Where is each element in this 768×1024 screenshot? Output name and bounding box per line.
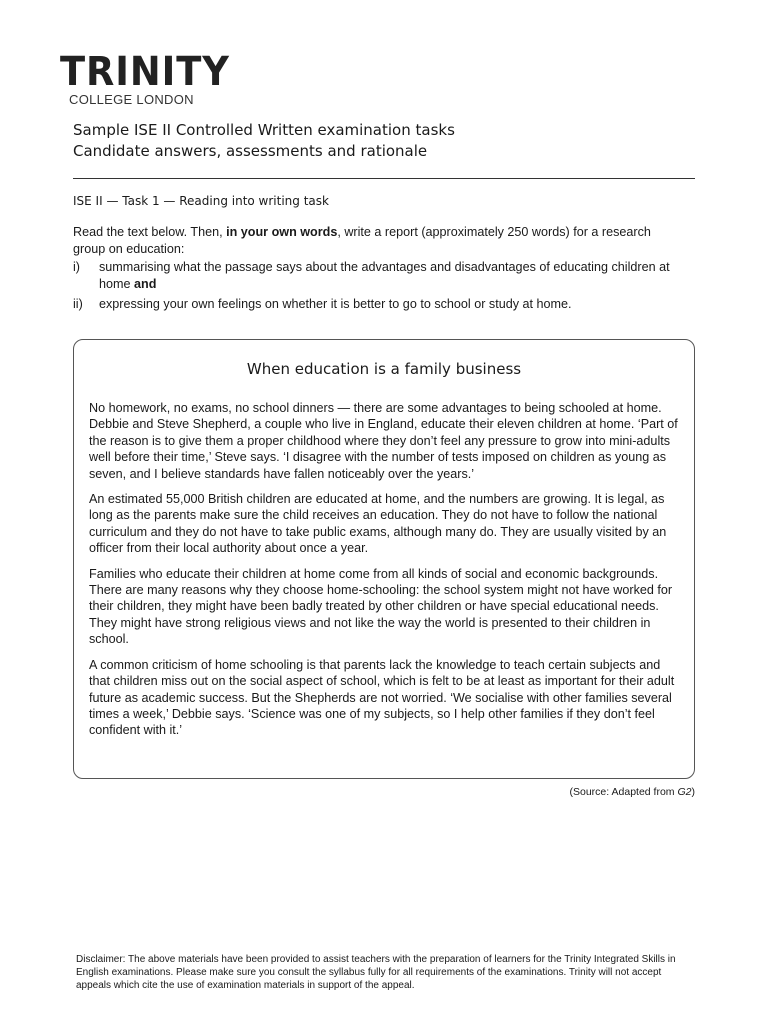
passage-paragraph: No homework, no exams, no school dinners — there are some advantages to being schooled at home. Debbie and Steve Shepherd, a couple who live in England, educate their eleven children at home. ‘Part of the reason is to give them a proper childhood where they don’t feel any pressure to grow into mini-adults well before their time,’ Steve says. ‘I disagree with the number of tests imposed on children as young as seven, and I believe standards have fallen noticeably over the years.’ xyxy=(89,401,678,481)
horizontal-divider xyxy=(73,178,695,179)
source-publication: G2 xyxy=(677,786,692,798)
emphasis-own-words: in your own words xyxy=(226,225,338,239)
instructions-intro: Read the text below. Then, in your own words, write a report (approximately 250 words) for a research group on education: xyxy=(73,225,651,256)
document-title-line-1: Sample ISE II Controlled Written examination tasks xyxy=(73,121,455,139)
document-title-line-2: Candidate answers, assessments and rationale xyxy=(73,142,428,160)
task-heading: ISE II — Task 1 — Reading into writing task xyxy=(73,194,329,208)
logo-wordmark: TRINITY xyxy=(60,49,230,95)
source-citation: (Source: Adapted from G2) xyxy=(569,786,695,798)
logo-subtitle: COLLEGE LONDON xyxy=(69,92,194,107)
passage-body xyxy=(89,400,684,748)
list-item-text: summarising what the passage says about the advantages and disadvantages of educating children at home and xyxy=(99,260,670,291)
passage-paragraph: Families who educate their children at home come from all kinds of social and economic backgrounds. There are many reasons why they choose home-schooling: the school system might not have worked for their children, they might have been badly treated by other children or have special educational needs. They might have strong religious views and not like the way the world is presented to their children in school. xyxy=(89,566,673,647)
list-item-number: ii) xyxy=(73,297,83,311)
list-item xyxy=(73,296,673,313)
passage-title: When education is a family business xyxy=(246,360,522,378)
passage-paragraph: An estimated 55,000 British children are educated at home, and the numbers are growing. It is legal, as long as the parents make sure the child receives an education. They do not have to follow the national curriculum and they do not have to take public exams, although many do. They are usually visited by an officer from their local authority about once a year. xyxy=(89,492,667,556)
task-instructions xyxy=(73,224,673,317)
passage-paragraph: A common criticism of home schooling is that parents lack the knowledge to teach certain subjects and that children miss out on the social aspect of school, which is felt to be at least as important for their adult future as academic success. But the Shepherds are not worried. ‘We socialise with other families several times a week,’ Debbie says. ‘Science was one of my subjects, so I help other families if they don’t feel confident with it.’ xyxy=(89,657,675,738)
reading-passage-box xyxy=(73,339,695,779)
disclaimer: Disclaimer: The above materials have been provided to assist teachers with the preparation of learners for the Trinity Integrated Skills in English examinations. Please make sure you consult the syllabus fully for all requirements of the examinations. Trinity will not accept appeals which cite the use of examination materials in support of the appeal. xyxy=(76,954,676,991)
document-title xyxy=(73,120,703,162)
list-item-text: expressing your own feelings on whether it is better to go to school or study at home. xyxy=(99,297,572,311)
instructions-list xyxy=(73,259,673,313)
list-item-number: i) xyxy=(73,260,80,274)
list-item xyxy=(73,259,673,292)
trinity-logo xyxy=(60,49,245,107)
